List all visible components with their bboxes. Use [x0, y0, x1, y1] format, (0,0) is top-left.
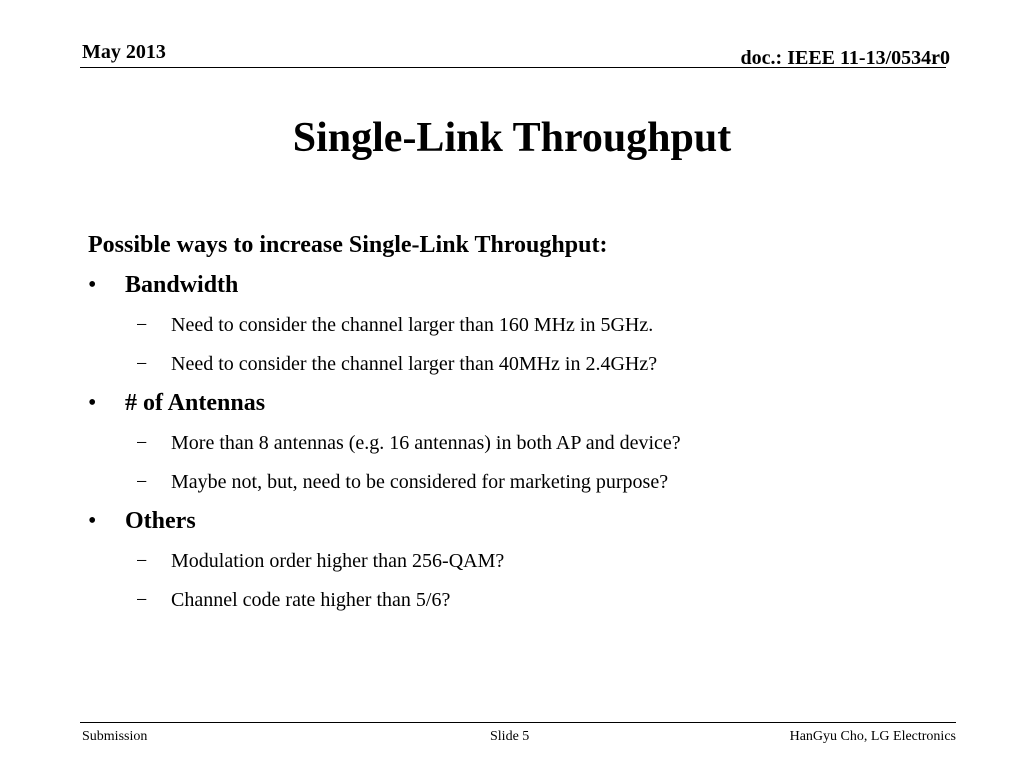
bullet-dot-icon: •	[88, 508, 97, 534]
sub-bullet	[88, 345, 948, 384]
bullet-bandwidth	[88, 266, 948, 306]
bullet-dot-icon: •	[88, 390, 97, 416]
dash-icon: −	[136, 550, 148, 572]
sub-bullet-text: Channel code rate higher than 5/6?	[171, 589, 451, 611]
sub-bullet-text: Need to consider the channel larger than 160 MHz in 5GHz.	[171, 314, 654, 336]
footer-author: HanGyu Cho, LG Electronics	[789, 729, 956, 744]
header-doc-id: doc.: IEEE 11-13/0534r0	[740, 47, 950, 69]
footer-divider	[80, 722, 956, 723]
sub-bullet-text: Modulation order higher than 256-QAM?	[171, 550, 505, 572]
bullet-label: Bandwidth	[125, 272, 239, 298]
footer-submission: Submission	[82, 729, 148, 744]
footer-slide-number: Slide 5	[490, 729, 530, 744]
sub-bullet	[88, 463, 948, 502]
bullet-label: # of Antennas	[125, 390, 266, 416]
bullet-dot-icon: •	[88, 272, 97, 298]
bullet-label: Others	[125, 508, 196, 534]
dash-icon: −	[136, 471, 148, 493]
dash-icon: −	[136, 589, 148, 611]
dash-icon: −	[136, 432, 148, 454]
sub-bullet-text: More than 8 antennas (e.g. 16 antennas) in both AP and device?	[171, 432, 681, 454]
header-date: May 2013	[82, 41, 166, 63]
sub-bullet-text: Maybe not, but, need to be considered for marketing purpose?	[171, 471, 669, 493]
sub-bullet	[88, 581, 948, 620]
bullet-others	[88, 502, 948, 542]
dash-icon: −	[136, 353, 148, 375]
slide-body	[88, 226, 948, 620]
dash-icon: −	[136, 314, 148, 336]
slide-title: Single-Link Throughput	[292, 115, 732, 161]
bullet-antennas	[88, 384, 948, 424]
sub-bullet	[88, 424, 948, 463]
header-divider	[80, 67, 946, 68]
sub-bullet	[88, 542, 948, 581]
sub-bullet-text: Need to consider the channel larger than 40MHz in 2.4GHz?	[171, 353, 658, 375]
sub-bullet	[88, 306, 948, 345]
lead-text: Possible ways to increase Single-Link Throughput:	[88, 232, 608, 258]
